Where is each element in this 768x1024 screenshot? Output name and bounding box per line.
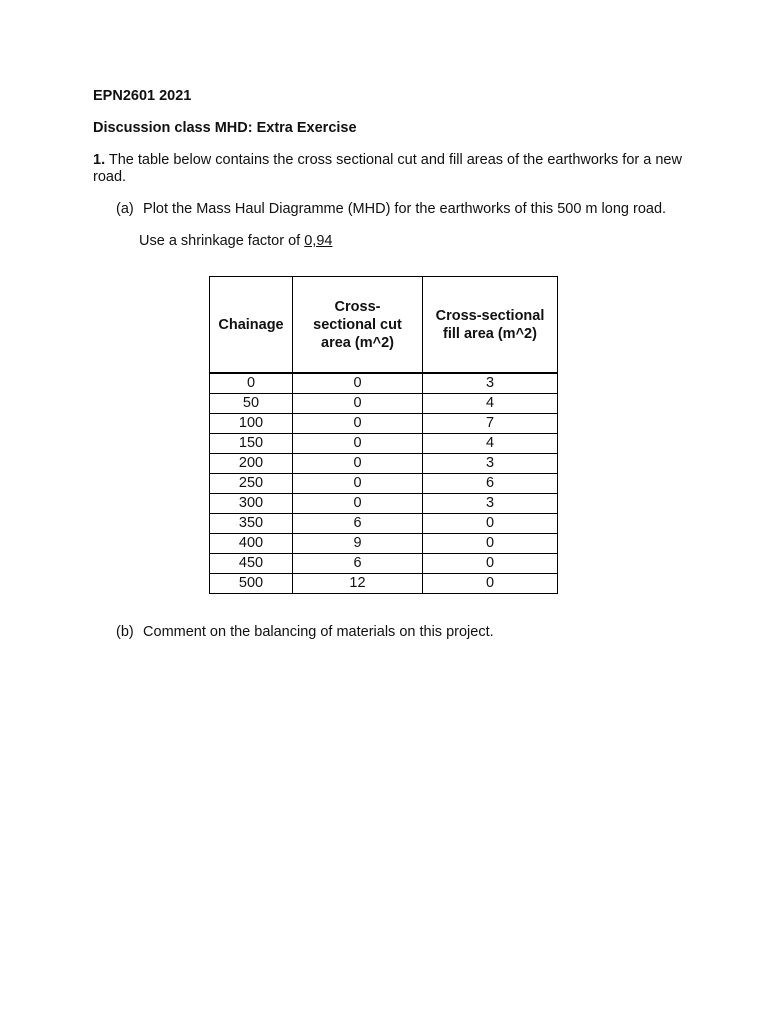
cell-fill-area: 6 [423, 474, 558, 494]
header-fill-area: Cross-sectional fill area (m^2) [423, 277, 558, 374]
header-chainage: Chainage [210, 277, 293, 374]
cell-chainage: 400 [210, 534, 293, 554]
table-row [210, 434, 558, 454]
course-title: EPN2601 2021 [93, 88, 192, 104]
cell-cut-area: 12 [293, 574, 423, 594]
earthworks-table [209, 276, 558, 594]
cell-fill-area: 4 [423, 434, 558, 454]
cell-cut-area: 0 [293, 494, 423, 514]
cell-cut-area: 0 [293, 414, 423, 434]
cell-cut-area: 9 [293, 534, 423, 554]
table-row [210, 414, 558, 434]
cell-cut-area: 0 [293, 373, 423, 394]
part-a-label: (a) [116, 201, 134, 217]
cell-chainage: 150 [210, 434, 293, 454]
cell-chainage: 250 [210, 474, 293, 494]
cell-fill-area: 4 [423, 394, 558, 414]
question-number: 1. [93, 152, 106, 168]
cell-fill-area: 0 [423, 554, 558, 574]
cell-chainage: 500 [210, 574, 293, 594]
table-body [210, 373, 558, 594]
cell-fill-area: 0 [423, 514, 558, 534]
cell-fill-area: 3 [423, 373, 558, 394]
shrinkage-note [139, 233, 332, 250]
exercise-subtitle: Discussion class MHD: Extra Exercise [93, 120, 357, 136]
shrinkage-prefix: Use a shrinkage factor of [139, 233, 305, 249]
table-row [210, 394, 558, 414]
cell-fill-area: 0 [423, 534, 558, 554]
cell-fill-area: 3 [423, 494, 558, 514]
cell-fill-area: 7 [423, 414, 558, 434]
part-a-text: Plot the Mass Haul Diagramme (MHD) for the earthworks of this 500 m long road. [143, 201, 667, 217]
cell-fill-area: 3 [423, 454, 558, 474]
table-row [210, 454, 558, 474]
table-row [210, 554, 558, 574]
cell-chainage: 200 [210, 454, 293, 474]
cell-cut-area: 0 [293, 434, 423, 454]
cell-cut-area: 0 [293, 474, 423, 494]
table-row [210, 474, 558, 494]
table-row [210, 534, 558, 554]
cell-chainage: 100 [210, 414, 293, 434]
shrinkage-value: 0,94 [304, 233, 333, 249]
cell-chainage: 50 [210, 394, 293, 414]
part-b-label: (b) [116, 624, 134, 640]
cell-cut-area: 0 [293, 454, 423, 474]
cell-cut-area: 6 [293, 514, 423, 534]
cell-chainage: 300 [210, 494, 293, 514]
part-a [116, 201, 666, 218]
cell-cut-area: 6 [293, 554, 423, 574]
cell-chainage: 350 [210, 514, 293, 534]
part-b-text: Comment on the balancing of materials on this project. [143, 624, 494, 640]
table-header-row [210, 277, 558, 374]
table-row [210, 574, 558, 594]
table-row [210, 373, 558, 394]
part-b [116, 624, 494, 641]
header-cut-area: Cross-sectional cut area (m^2) [293, 277, 423, 374]
cell-cut-area: 0 [293, 394, 423, 414]
table-row [210, 494, 558, 514]
question-text: The table below contains the cross sectional cut and fill areas of the earthworks for a new road. [93, 152, 682, 185]
cell-chainage: 450 [210, 554, 293, 574]
cell-chainage: 0 [210, 373, 293, 394]
table-row [210, 514, 558, 534]
cell-fill-area: 0 [423, 574, 558, 594]
question-1 [93, 152, 693, 186]
